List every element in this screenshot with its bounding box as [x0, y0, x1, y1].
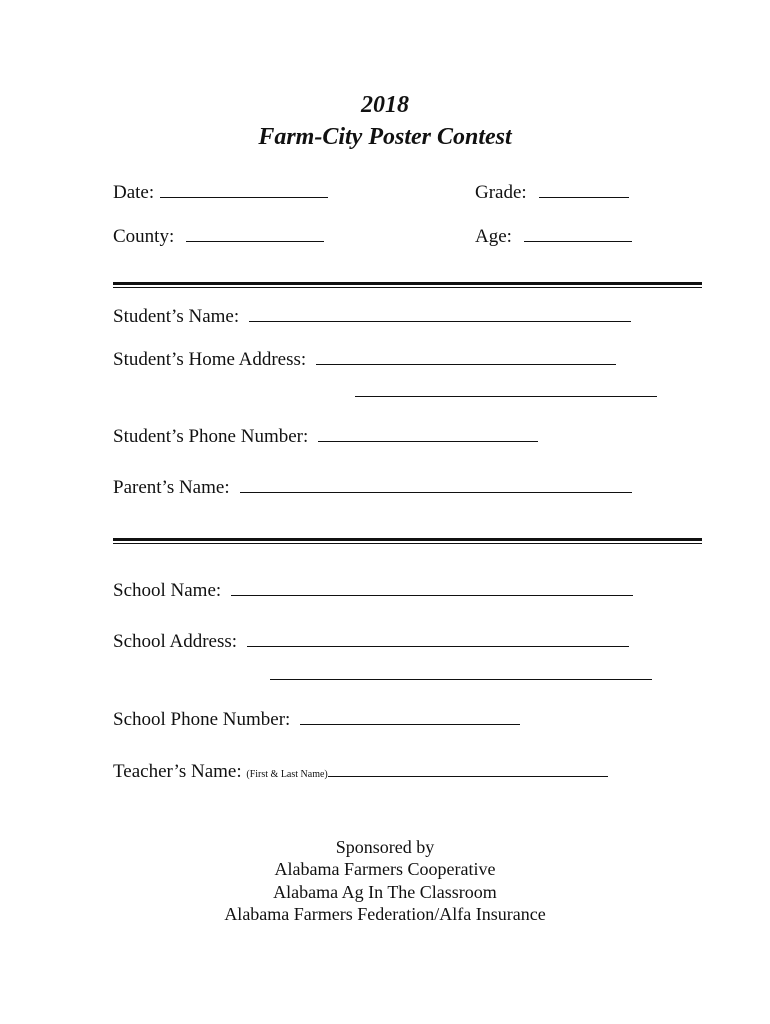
- sponsor-line: Alabama Farmers Federation/Alfa Insurance: [224, 904, 546, 924]
- sponsored-by-text: Sponsored by: [335, 837, 435, 857]
- student-phone-label: Student’s Phone Number:: [113, 426, 309, 447]
- sponsor-line: Alabama Farmers Cooperative: [274, 859, 496, 879]
- teacher-name-hint: (First & Last Name): [246, 769, 328, 780]
- parent-name-label: Parent’s Name:: [113, 477, 230, 498]
- student-phone-blank[interactable]: [318, 440, 538, 442]
- county-blank[interactable]: [186, 240, 324, 242]
- school-name-label: School Name:: [113, 580, 222, 601]
- school-address-field[interactable]: [113, 631, 629, 653]
- student-name-blank[interactable]: [249, 320, 631, 322]
- grade-label: Grade:: [475, 182, 527, 203]
- school-address-blank-2[interactable]: [270, 679, 652, 680]
- school-name-blank[interactable]: [231, 594, 633, 596]
- teacher-name-label: Teacher’s Name:: [113, 761, 242, 782]
- form-year: 2018: [361, 92, 409, 118]
- teacher-name-field[interactable]: [113, 761, 608, 783]
- student-phone-field[interactable]: [113, 426, 538, 448]
- age-label: Age:: [475, 226, 512, 247]
- county-label: County:: [113, 226, 175, 247]
- student-address-blank-2[interactable]: [355, 396, 657, 397]
- school-address-label: School Address:: [113, 631, 238, 652]
- student-name-label: Student’s Name:: [113, 306, 240, 327]
- parent-name-field[interactable]: [113, 477, 632, 499]
- student-name-field[interactable]: [113, 306, 631, 328]
- age-field[interactable]: [475, 226, 632, 248]
- grade-field[interactable]: [475, 182, 629, 204]
- parent-name-blank[interactable]: [240, 491, 632, 493]
- school-address-blank[interactable]: [247, 645, 629, 647]
- school-phone-label: School Phone Number:: [113, 709, 291, 730]
- student-address-label: Student’s Home Address:: [113, 349, 307, 370]
- school-name-field[interactable]: [113, 580, 633, 602]
- teacher-name-blank[interactable]: [328, 775, 608, 777]
- county-field[interactable]: [113, 226, 324, 248]
- age-blank[interactable]: [524, 240, 632, 242]
- student-address-blank[interactable]: [316, 363, 616, 365]
- date-label: Date:: [113, 182, 155, 203]
- form-title: Farm-City Poster Contest: [258, 124, 512, 150]
- student-address-field[interactable]: [113, 349, 616, 371]
- school-phone-blank[interactable]: [300, 723, 520, 725]
- date-field[interactable]: [113, 182, 328, 204]
- date-blank[interactable]: [160, 196, 328, 198]
- sponsor-line: Alabama Ag In The Classroom: [273, 882, 497, 902]
- grade-blank[interactable]: [539, 196, 629, 198]
- section-divider-1: [113, 282, 702, 285]
- school-phone-field[interactable]: [113, 709, 520, 731]
- section-divider-2: [113, 538, 702, 541]
